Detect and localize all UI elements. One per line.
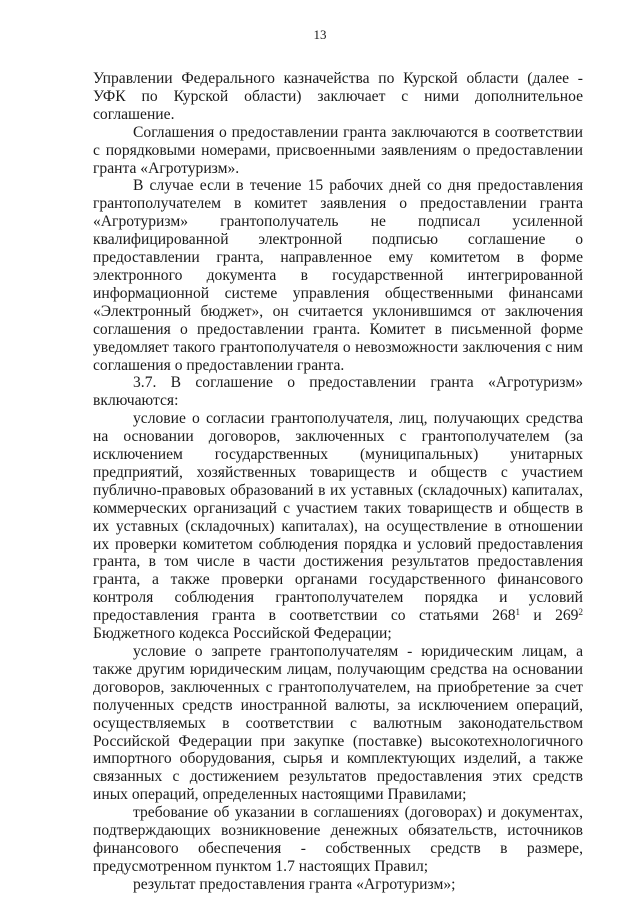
footnote-superscript: 1 (515, 607, 520, 618)
paragraph-5 (93, 410, 583, 643)
paragraph-6: условие о запрете грантополучателям - юридическим лицам, а также другим юридическим лицам, получающим средства на основании договоров, заключенных с грантополучателем, на приобретение за счет полученных средств иностранной валюты, за исключением операций, осуществляемых в соответствии с валютным законодательством Российской Федерации при закупке (поставке) высокотехнологичного импортного оборудования, сырья и комплектующих изделий, а также связанных с достижением результатов предоставления этих средств иных операций, определенных настоящими Правилами; (93, 643, 583, 804)
page-number: 13 (313, 27, 327, 42)
paragraph-1: Управлении Федерального казначейства по Курской области (далее - УФК по Курской области) заключает с ними дополнительное соглашение. (93, 70, 583, 123)
paragraph-3: В случае если в течение 15 рабочих дней со дня предоставления грантополучателем в комитет заявления о предоставлении гранта «Агротуризм» грантополучатель не подписал усиленной квалифицированной электронной подписью соглашение о предоставлении гранта, направленное ему комитетом в форме электронного документа в государственной интегрированной информационной системе управления общественными финансами «Электронный бюджет», он считается уклонившимся от заключения соглашения о предоставлении гранта. Комитет в письменной форме уведомляет такого грантополучателя о невозможности заключения с ним соглашения о предоставлении гранта. (93, 177, 583, 374)
paragraph-5-mid: и 269 (520, 607, 579, 625)
footnote-superscript: 2 (578, 607, 583, 618)
paragraph-7: требование об указании в соглашениях (договорах) и документах, подтверждающих возникновение денежных обязательств, источников финансового обеспечения - собственных средств в размере, предусмотренном пунктом 1.7 настоящих Правил; (93, 804, 583, 875)
paragraph-8: результат предоставления гранта «Агротуризм»; (133, 875, 456, 893)
paragraph-2: Соглашения о предоставлении гранта заключаются в соответствии с порядковыми номерами, присвоенными заявлениям о предоставлении гранта «Агротуризм». (93, 123, 583, 177)
document-body (93, 70, 583, 894)
paragraph-5-text: условие о согласии грантополучателя, лиц, получающих средства на основании договоров, заключенных с грантополучателем (за исключением государственных (муниципальных) унитарных предприятий, хозяйственных товариществ и обществ с участием публично-правовых образований в их уставных (складочных) капиталах, коммерческих организаций с участием таких товариществ и обществ в их уставных (складочных) капиталах), на осуществление в отношении их проверки комитетом соблюдения порядка и условий предоставления гранта, в том числе в части достижения результатов предоставления гранта, а также проверки органами государственного финансового контроля соблюдения грантополучателем порядка и условий предоставления гранта в соответствии со статьями 268 (93, 410, 583, 625)
paragraph-5-tail: Бюджетного кодекса Российской Федерации; (93, 625, 392, 643)
paragraph-4: 3.7. В соглашение о предоставлении гранта «Агротуризм» включаются: (93, 374, 583, 410)
